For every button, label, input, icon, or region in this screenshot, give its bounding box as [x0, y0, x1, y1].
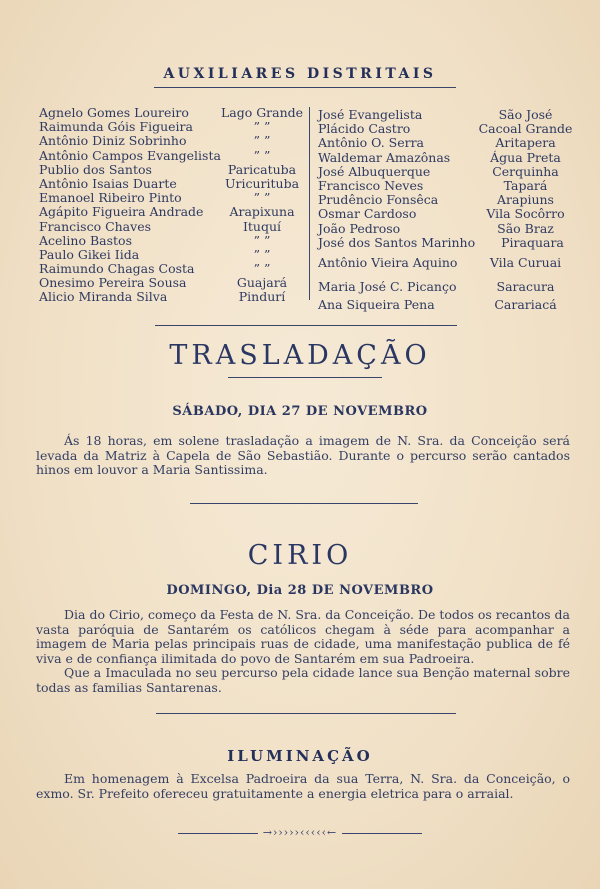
column-divider	[309, 107, 310, 300]
auxiliares-underline	[154, 87, 456, 88]
list-item: Antônio O. Serra Aritapera	[318, 135, 556, 151]
list-item: Plácido Castro Cacoal Grande	[318, 121, 573, 137]
list-item: Onesimo Pereira Sousa Guajará	[39, 275, 288, 291]
closing-ornament	[0, 826, 600, 839]
iluminacao-title: ILUMINAÇÃO	[227, 747, 373, 765]
section-divider	[190, 503, 418, 504]
cirio-title: CIRIO	[247, 540, 353, 571]
trasladacao-title: TRASLADAÇÃO	[169, 340, 431, 371]
cirio-text	[36, 608, 570, 696]
cirio-date: DOMINGO, Dia 28 DE NOVEMBRO	[166, 583, 434, 598]
list-item: José Albuquerque Cerquinha	[318, 163, 559, 179]
list-item: Francisco Neves Tapará	[318, 177, 548, 193]
list-item: Waldemar Amazônas Água Preta	[318, 149, 561, 165]
list-item: Raimundo Chagas Costa ” ”	[39, 261, 271, 277]
list-item: Agnelo Gomes Loureiro Lago Grande	[39, 105, 304, 120]
list-item: João Pedroso São Braz	[318, 220, 554, 236]
list-item: Raimunda Góis Figueira ” ”	[39, 119, 271, 135]
ornament-line-right	[342, 833, 422, 834]
list-item: Emanoel Ribeiro Pinto ” ”	[39, 190, 271, 206]
list-item: Prudêncio Fonsêca Arapiuns	[318, 192, 554, 208]
list-item: Osmar Cardoso Vila Socôrro	[318, 206, 565, 222]
list-item: Antônio Diniz Sobrinho ” ”	[39, 133, 271, 149]
list-item: Francisco Chaves Ituquí	[39, 218, 282, 234]
list-item: Ana Siqueira Pena Carariacá	[318, 296, 557, 312]
list-item: Paulo Gikei Iida ” ”	[39, 246, 271, 262]
section-divider	[156, 713, 456, 714]
list-item: Antônio Isaias Duarte Uricurituba	[39, 175, 300, 191]
left-auxiliaries-list	[39, 106, 304, 305]
iluminacao-text: Em homenagem à Excelsa Padroeira da sua Terra, N. Sra. da Conceição, o exmo. Sr. Prefeito ofereceu gratuitamente a energia eletrica para o arraial.	[36, 771, 570, 801]
list-item: Alicio Miranda Silva Pindurí	[39, 289, 286, 305]
list-item: Publio dos Santos Paricatuba	[39, 161, 297, 177]
list-item: Acelino Bastos ” ”	[39, 232, 271, 248]
cirio-paragraph-2: Que a Imaculada no seu percurso pela cidade lance sua Benção maternal sobre todas as familias Santarenas.	[36, 665, 570, 695]
list-item: Antônio Vieira Aquino Vila Curuai	[318, 254, 562, 270]
trasladacao-text: Ás 18 horas, em solene trasladação a imagem de N. Sra. da Conceição será levada da Matriz à Capela de São Sebastião. Durante o percurso serão cantados hinos em louvor a Maria Santissima.	[36, 433, 570, 478]
list-item: José dos Santos Marinho Piraquara	[318, 234, 564, 250]
trasladacao-date: SÁBADO, DIA 27 DE NOVEMBRO	[172, 404, 428, 419]
section-divider	[155, 325, 457, 326]
ornament-line-left	[178, 833, 258, 834]
list-item: Maria José C. Picanço Saracura	[318, 278, 555, 294]
list-item: Antônio Campos Evangelista ” ”	[39, 147, 271, 163]
auxiliares-title: AUXILIARES DISTRITAIS	[163, 66, 437, 82]
cirio-paragraph-1: Dia do Cirio, começo da Festa de N. Sra. da Conceição. De todos os recantos da vasta paróquia de Santarém os católicos chegam à séde para acompanhar a imagem de Maria pelas principais ruas de cidade, uma manifestação publica de fé viva e de confiança ilimitada do povo de Santarém em sua Padroeira.	[36, 607, 571, 666]
right-auxiliaries-list	[318, 108, 583, 310]
list-item: Agápito Figueira Andrade Arapixuna	[39, 204, 295, 220]
trasladacao-underline	[228, 377, 382, 378]
ornament-glyphs: →›››››‹‹‹‹‹←	[262, 826, 338, 839]
list-item: José Evangelista São José	[318, 107, 553, 122]
